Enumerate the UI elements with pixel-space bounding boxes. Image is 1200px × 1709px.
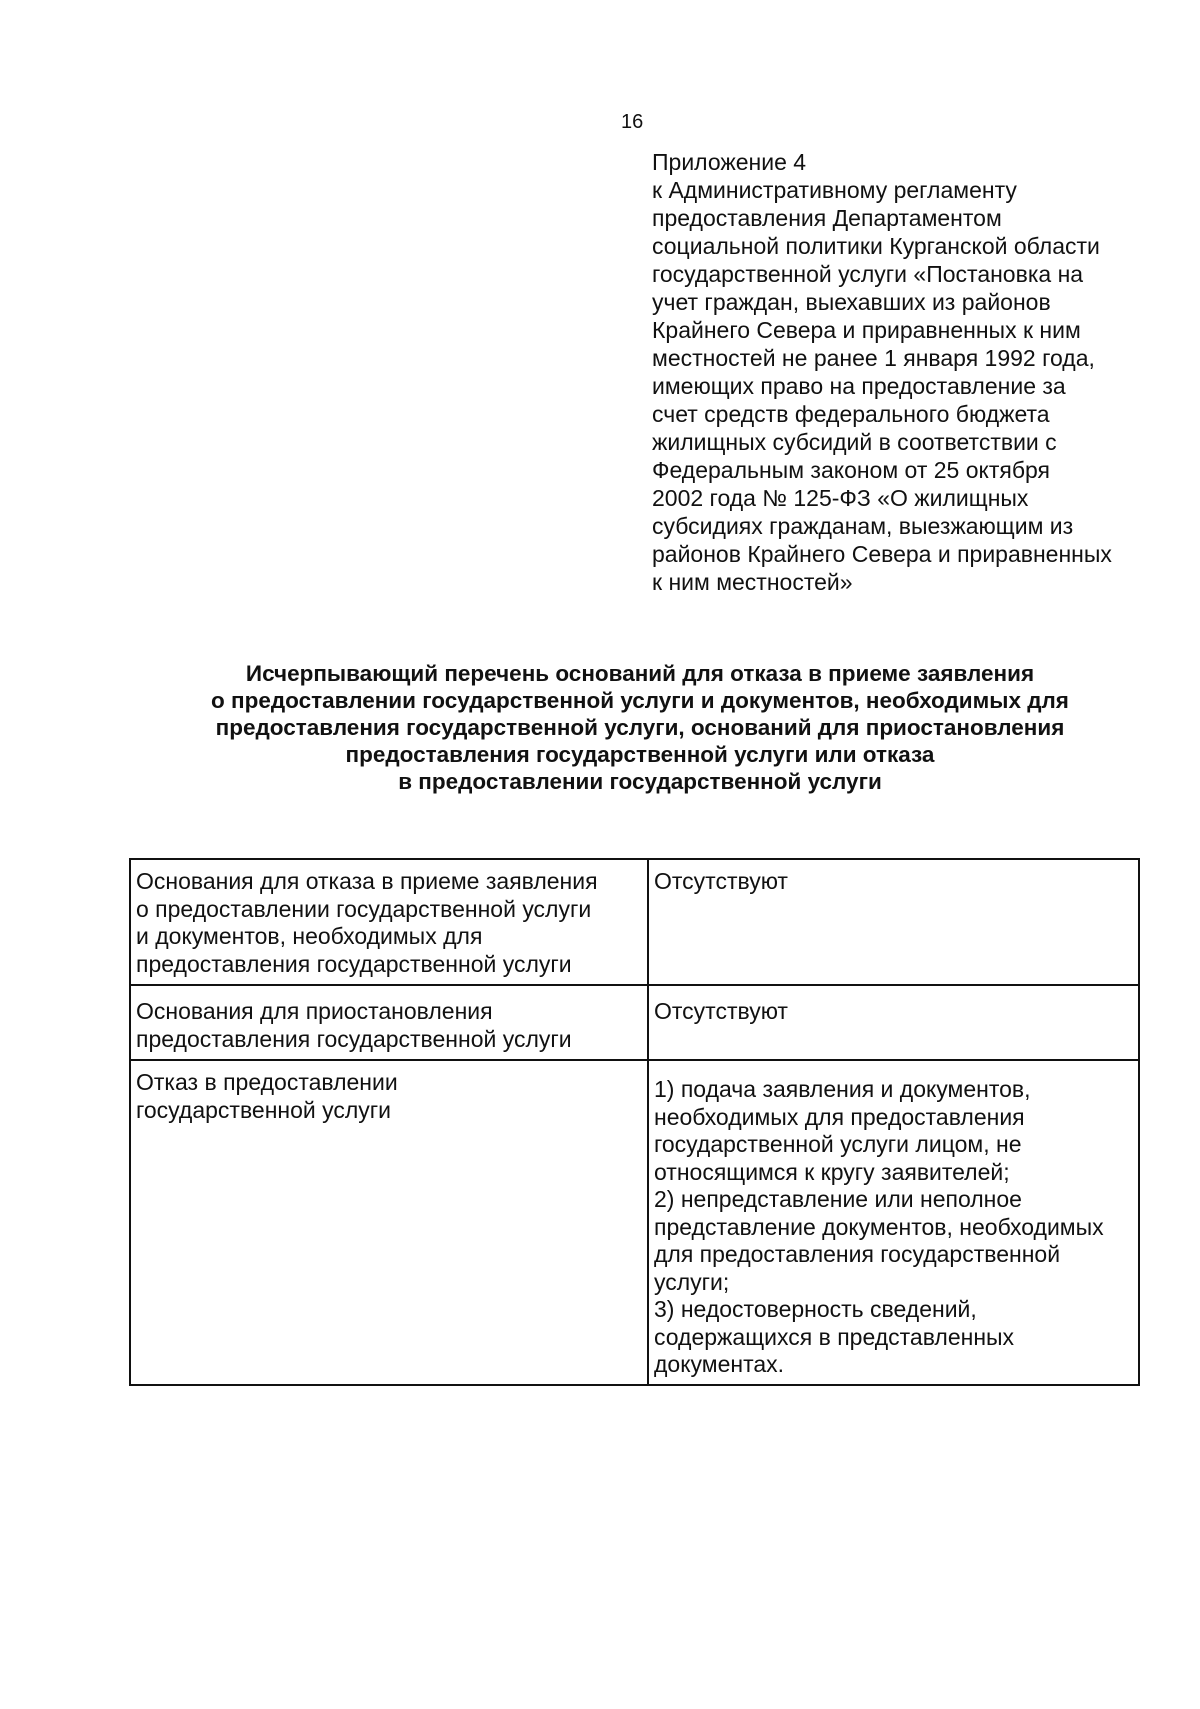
- grounds-table: [129, 858, 1140, 1386]
- cell-line: о предоставлении государственной услуги: [136, 895, 592, 922]
- appendix-line: Федеральным законом от 25 октября: [652, 457, 1050, 483]
- cell-line: представление документов, необходимых: [654, 1213, 1104, 1240]
- cell-line: 1) подача заявления и документов,: [654, 1076, 1031, 1102]
- table-row: [130, 985, 1139, 1060]
- title-line: Исчерпывающий перечень оснований для отказа в приеме заявления: [245, 661, 1035, 686]
- appendix-line: жилищных субсидий в соответствии с: [652, 429, 1057, 455]
- row-label-cell: [130, 1060, 648, 1385]
- cell-line: 3) недостоверность сведений,: [654, 1296, 977, 1322]
- title-line: в предоставлении государственной услуги: [398, 769, 882, 794]
- cell-line: 2) непредставление или неполное: [654, 1186, 1022, 1212]
- page-number: 16: [621, 111, 644, 133]
- row-value-cell: [648, 1060, 1139, 1385]
- cell-line: относящимся к кругу заявителей;: [654, 1158, 1010, 1185]
- document-title: [120, 660, 1160, 795]
- cell-line: содержащихся в представленных: [654, 1323, 1015, 1350]
- cell-line: предоставления государственной услуги: [136, 950, 572, 977]
- cell-line: Отсутствуют: [654, 998, 788, 1024]
- appendix-header: [652, 148, 1152, 596]
- title-line: о предоставлении государственной услуги и документов, необходимых для: [211, 688, 1069, 713]
- appendix-line: счет средств федерального бюджета: [652, 401, 1050, 427]
- appendix-line: местностей не ранее 1 января 1992 года,: [652, 345, 1095, 371]
- cell-line: для предоставления государственной: [654, 1241, 1061, 1267]
- table-row: [130, 1060, 1139, 1385]
- appendix-line: имеющих право на предоставление за: [652, 373, 1066, 399]
- appendix-line: социальной политики Курганской области: [652, 233, 1100, 259]
- appendix-line: предоставления Департаментом: [652, 205, 1002, 231]
- cell-line: необходимых для предоставления: [654, 1103, 1025, 1130]
- cell-line: документах.: [654, 1351, 785, 1377]
- appendix-line: Крайнего Севера и приравненных к ним: [652, 317, 1081, 343]
- appendix-line: учет граждан, выехавших из районов: [652, 289, 1051, 315]
- cell-line: и документов, необходимых для: [136, 923, 483, 949]
- appendix-line: субсидиях гражданам, выезжающим из: [652, 513, 1074, 539]
- cell-line: Отсутствуют: [654, 868, 788, 894]
- appendix-line: 2002 года № 125-ФЗ «О жилищных: [652, 485, 1029, 511]
- cell-line: государственной услуги лицом, не: [654, 1131, 1022, 1157]
- appendix-line: районов Крайнего Севера и приравненных: [652, 541, 1112, 567]
- cell-line: Основания для отказа в приеме заявления: [136, 868, 598, 894]
- cell-line: государственной услуги: [136, 1096, 392, 1123]
- title-line: предоставления государственной услуги или отказа: [345, 742, 935, 767]
- row-label-cell: [130, 859, 648, 985]
- row-label-cell: [130, 985, 648, 1060]
- appendix-line: к ним местностей»: [652, 569, 853, 595]
- appendix-line: государственной услуги «Постановка на: [652, 261, 1084, 287]
- appendix-line: к Административному регламенту: [652, 177, 1017, 203]
- table-row: [130, 859, 1139, 985]
- cell-line: Основания для приостановления: [136, 998, 493, 1024]
- appendix-line: Приложение 4: [652, 149, 807, 175]
- row-value-cell: [648, 859, 1139, 985]
- cell-line: предоставления государственной услуги: [136, 1025, 572, 1052]
- title-line: предоставления государственной услуги, оснований для приостановления: [215, 715, 1065, 740]
- row-value-cell: [648, 985, 1139, 1060]
- cell-line: услуги;: [654, 1268, 730, 1295]
- cell-line: Отказ в предоставлении: [136, 1069, 398, 1095]
